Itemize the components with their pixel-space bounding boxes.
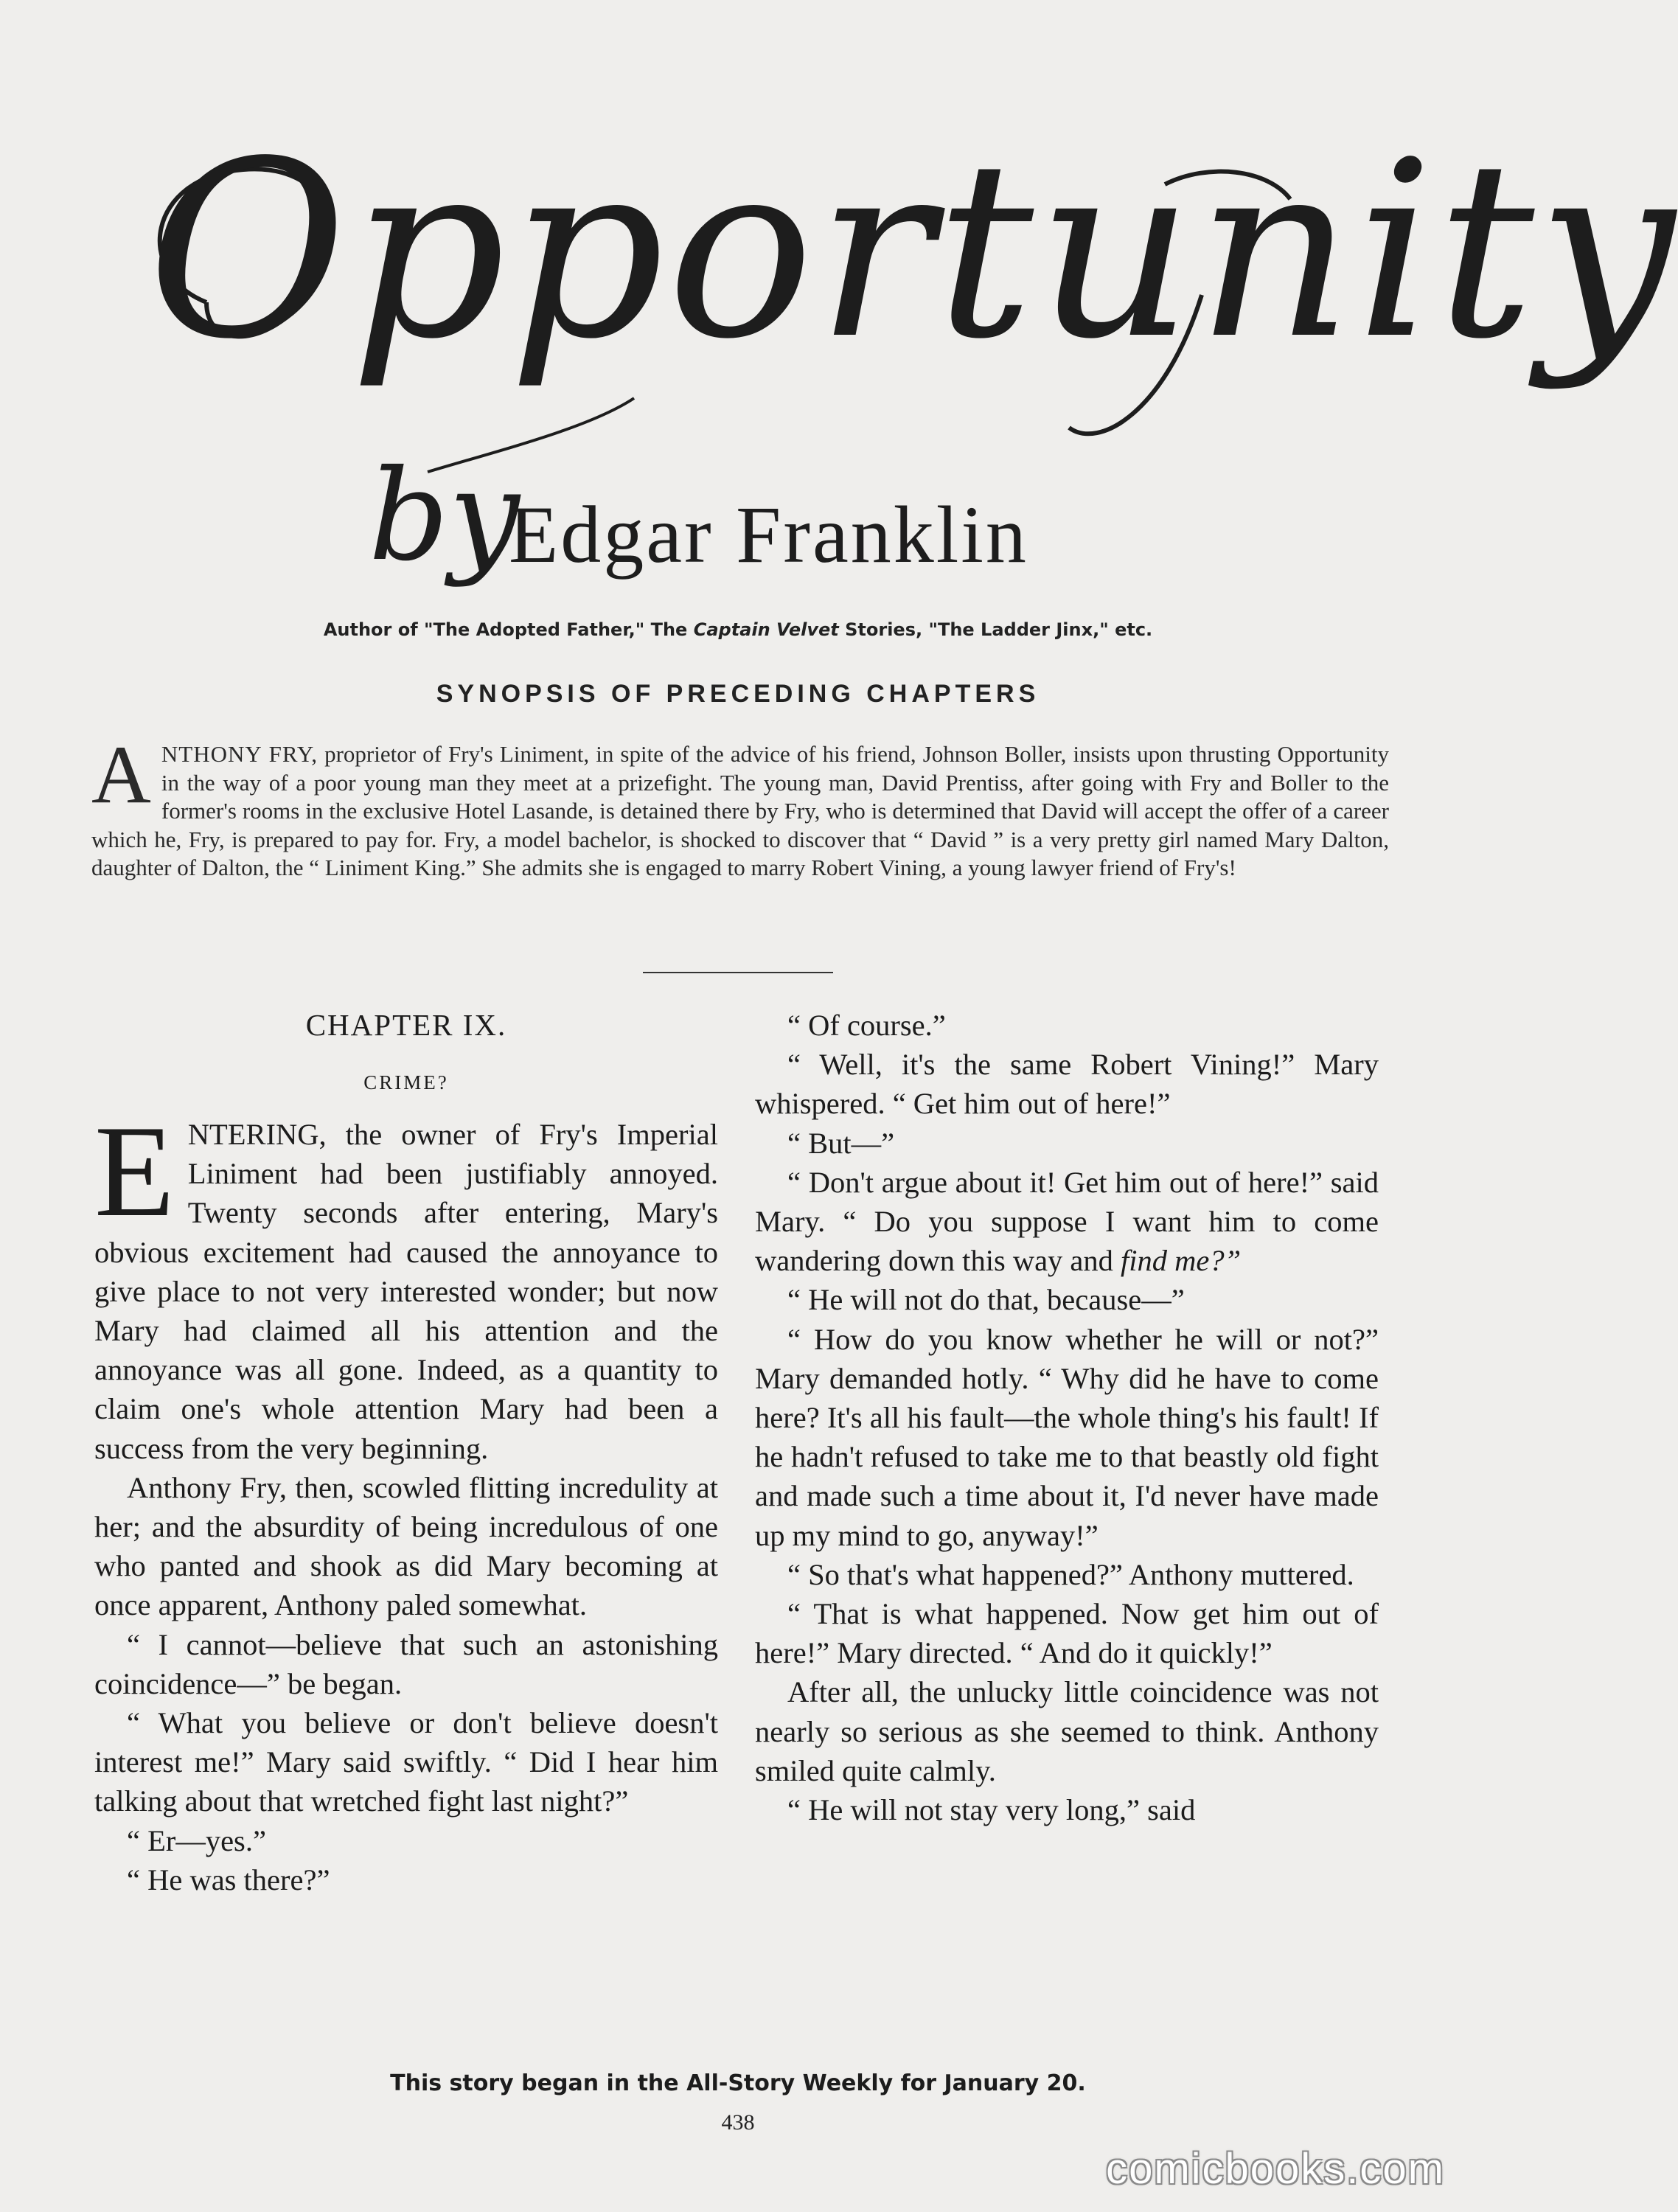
synopsis-text: proprietor of Fry's Liniment, in spite of the advice of his friend, Johnson Boller, insists upon thrusting Opportunity in the way of a poor young man they meet at a prizefight. The young man, David Prentiss, after going with Fry and Boller to the former's rooms in the exclusive Hotel Lasande, is detained there by Fry, who is determined that David will accept the offer of a career which he, Fry, is prepared to pay for. Fry, a model bachelor, is shocked to discover that “ David ” is a very pretty girl named Mary Dalton, daughter of Dalton, the “ Liniment King.” She admits she is engaged to marry Robert Vining, a young lawyer friend of Fry's! — [91, 741, 1389, 881]
credits-italic: Captain Velvet — [693, 619, 839, 640]
byline-prefix: by — [369, 443, 520, 589]
credits-after: Stories, "The Ladder Jinx," etc. — [838, 619, 1153, 640]
watermark: comicbooks.com — [1106, 2145, 1445, 2193]
body-paragraph: “ I cannot—believe that such an astonishing coincidence—” be began. — [94, 1627, 718, 1700]
body-paragraph: “ But—” — [787, 1126, 895, 1160]
body-paragraph: “ What you believe or don't believe doesn't interest me!” Mary said swiftly. “ Did I hear him talking about that wretched fight last night?” — [94, 1706, 718, 1818]
chapter-subtitle: CRIME? — [363, 1071, 449, 1093]
body-paragraph: “ He was there?” — [127, 1863, 330, 1896]
credits-before: Author of "The Adopted Father," The — [323, 619, 694, 640]
body-paragraph: After all, the unlucky little coincidence was not nearly so serious as she seemed to think. Anthony smiled quite calmly. — [755, 1675, 1379, 1787]
body-paragraph: “ Er—yes.” — [127, 1823, 266, 1857]
body-paragraph: “ Of course.” — [787, 1009, 946, 1042]
body-text: the owner of Fry's Imperial Liniment had been justifiably annoyed. Twenty seconds after entering, Mary's obvious excitement had caused the annoyance to give place to not very interested wonder; but now Mary had claimed all his attention and the annoyance was all gone. Indeed, as a quantity to claim one's whole attention Mary had been a success from the very beginning. — [94, 1118, 718, 1465]
body-paragraph: “ Well, it's the same Robert Vining!” Mary whispered. “ Get him out of here!” — [755, 1048, 1379, 1121]
story-title: Opportunity — [147, 109, 1678, 392]
body-paragraph: “ He will not do that, because—” — [787, 1283, 1185, 1317]
synopsis-paragraph — [91, 729, 1389, 883]
synopsis-lead: NTHONY FRY, — [161, 741, 318, 767]
body-paragraph: “ That is what happened. Now get him out of here!” Mary directed. “ And do it quickly!” — [755, 1597, 1379, 1670]
author-credits — [0, 618, 1476, 641]
body-paragraph: “ He will not stay very long,” said — [787, 1793, 1196, 1827]
body-italic-text: find me?” — [1121, 1244, 1242, 1278]
footer-note: This story began in the All-Story Weekly for January 20. — [390, 2070, 1086, 2096]
body-column-left — [94, 1006, 718, 1899]
chapter-heading: CHAPTER IX. — [305, 1008, 507, 1042]
body-paragraph: “ How do you know whether he will or not?” Mary demanded hotly. “ Why did he have to come here? It's all his fault—the whole thing's his fault! If he hadn't refused to take me to that beastly old fight and made such a time about it, I'd never have made up my mind to go, anyway!” — [755, 1322, 1379, 1552]
body-column-right — [755, 1006, 1379, 1829]
body-text: “ Don't argue about it! Get him out of here!” said Mary. “ Do you suppose I want him to come wandering down this way and — [755, 1165, 1379, 1278]
body-paragraph: “ So that's what happened?” Anthony muttered. — [787, 1557, 1354, 1591]
synopsis-dropcap: A — [91, 729, 151, 821]
author-name: Edgar Franklin — [509, 490, 1028, 580]
page-number: 438 — [721, 2110, 755, 2135]
body-paragraph — [94, 1098, 718, 1468]
body-paragraph: Anthony Fry, then, scowled flitting incredulity at her; and the absurdity of being incredulous of one who panted and shook as did Mary becoming at once apparent, Anthony paled somewhat. — [94, 1470, 718, 1622]
body-lead: NTERING, — [187, 1118, 327, 1151]
synopsis-heading: SYNOPSIS OF PRECEDING CHAPTERS — [436, 680, 1040, 708]
body-dropcap: E — [94, 1098, 175, 1244]
section-divider — [643, 972, 833, 973]
body-paragraph — [755, 1163, 1379, 1281]
